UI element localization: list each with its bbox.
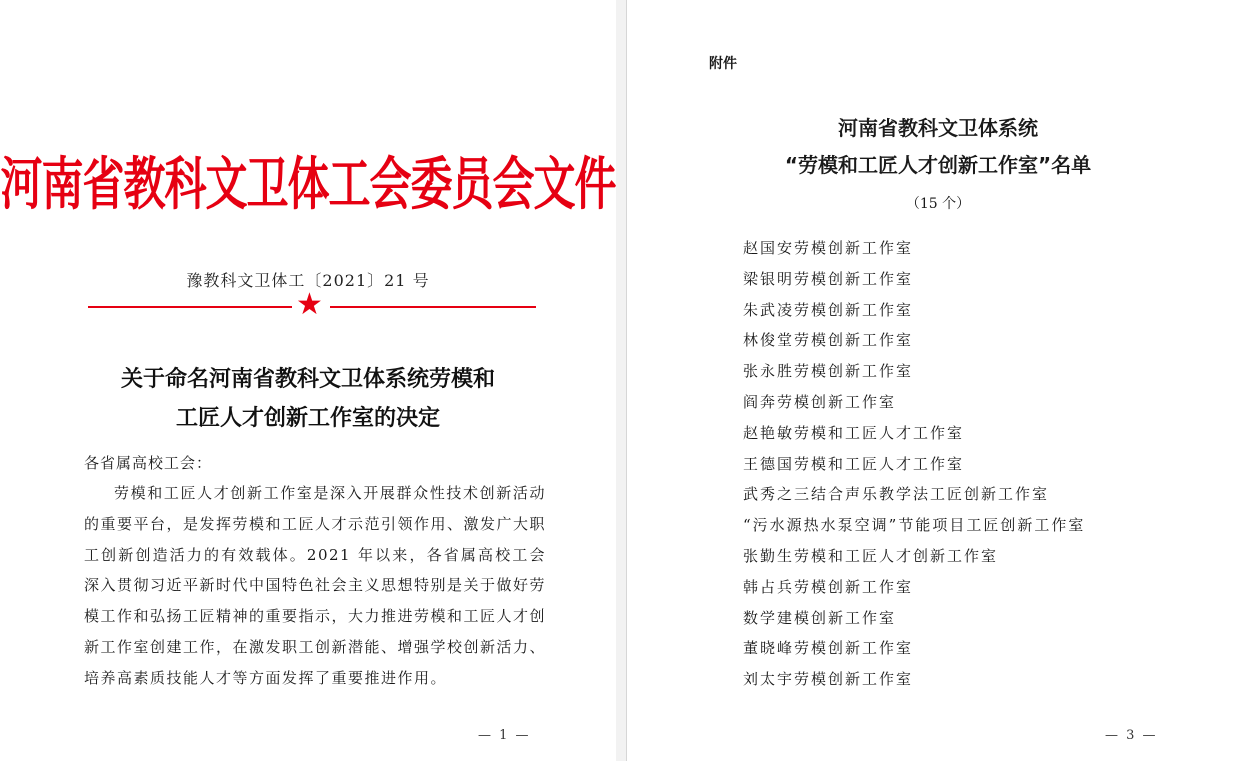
decision-title: [0, 360, 616, 438]
list-item: 张勤生劳模和工匠人才创新工作室: [743, 546, 999, 565]
list-item: 林俊堂劳模创新工作室: [743, 331, 914, 350]
list-item: 阎奔劳模创新工作室: [743, 392, 897, 411]
list-item: 张永胜劳模创新工作室: [743, 362, 914, 381]
list-item: 赵艳敏劳模和工匠人才工作室: [743, 423, 965, 442]
list-item: “污水源热水泵空调”节能项目工匠创新工作室: [743, 516, 1086, 535]
list-item: 王德国劳模和工匠人才工作室: [743, 454, 965, 473]
body-paragraph: 劳模和工匠人才创新工作室是深入开展群众性技术创新活动的重要平台，是发挥劳模和工匠人才示范引领作用、激发广大职工创新创造活力的有效载体。2021 年以来，各省属高校工会深入贯彻习近平新时代中国特色社会主义思想特别是关于做好劳模工作和弘扬工匠精神的重要指示，大力推进劳模和工匠人才创新工作室创建工作，在激发职工创新潜能、增强学校创新活力、培养高素质技能人才等方面发挥了重要推进作用。: [84, 484, 547, 687]
list-item: 刘太宇劳模创新工作室: [743, 670, 914, 689]
red-divider-right: [330, 306, 536, 308]
list-item: 武秀之三结合声乐教学法工匠创新工作室: [743, 485, 1050, 504]
page-number: — 1 —: [478, 728, 531, 743]
red-star-icon: ★: [296, 287, 323, 322]
attachment-label: 附件: [709, 56, 737, 72]
list-item: 韩占兵劳模创新工作室: [743, 577, 914, 596]
list-item: 梁银明劳模创新工作室: [743, 269, 914, 288]
studio-list: [743, 233, 1085, 695]
red-letterhead: 河南省教科文卫体工会委员会文件: [0, 150, 616, 217]
decision-title-line-1: 关于命名河南省教科文卫体系统劳模和: [120, 367, 495, 392]
list-title-line-1: 河南省教科文卫体系统: [838, 116, 1038, 140]
list-item: 朱武凌劳模创新工作室: [743, 300, 914, 319]
salutation: 各省属高校工会：: [84, 454, 213, 472]
document-number: 豫教科文卫体工〔2021〕21 号: [186, 271, 430, 290]
list-item: 赵国安劳模创新工作室: [743, 239, 914, 257]
list-title-line-2: “劳模和工匠人才创新工作室”名单: [784, 153, 1092, 177]
studio-count: （15 个）: [905, 196, 971, 212]
list-title: [627, 110, 1248, 184]
red-divider-left: [88, 306, 292, 308]
page-1: [0, 0, 617, 761]
list-item: 数学建模创新工作室: [743, 608, 897, 627]
page-3: [626, 0, 1248, 761]
decision-title-line-2: 工匠人才创新工作室的决定: [175, 406, 440, 431]
list-item: 董晓峰劳模创新工作室: [743, 639, 914, 658]
page-gap: [616, 0, 626, 761]
page-number: — 3 —: [1105, 728, 1158, 743]
